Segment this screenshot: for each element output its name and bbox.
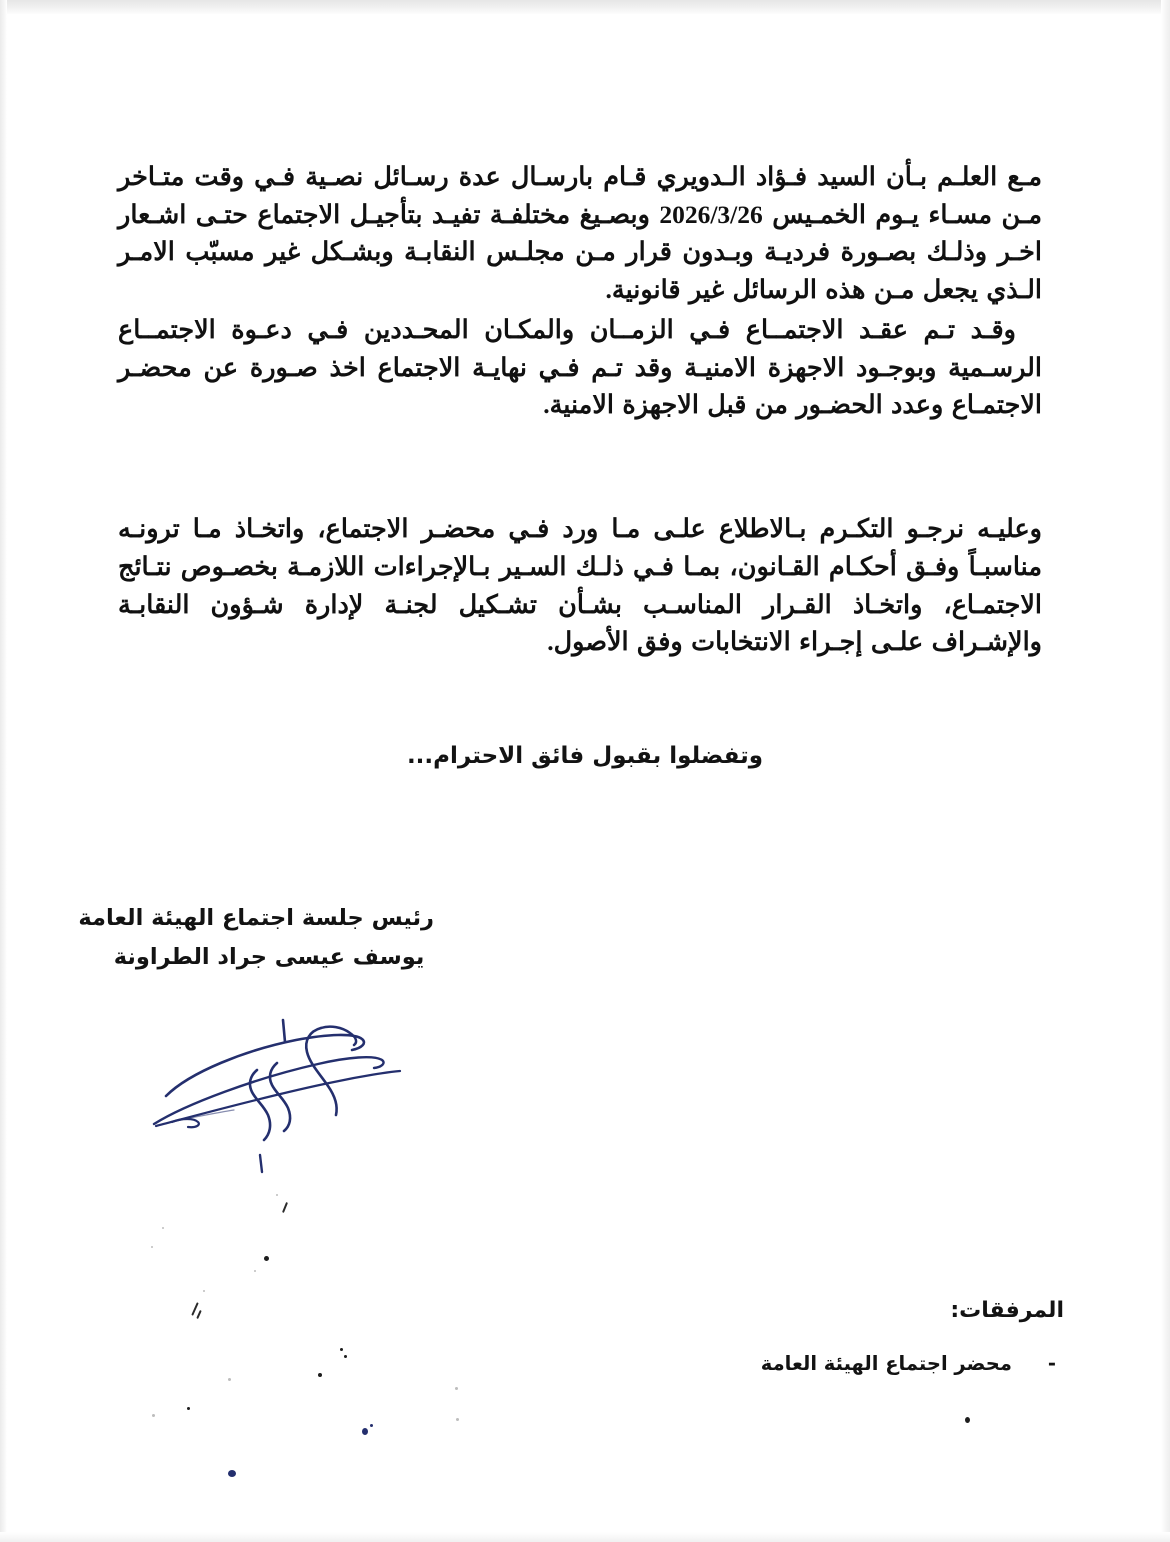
scan-speckle	[203, 1290, 205, 1292]
attachment-bullet: -	[1047, 1351, 1056, 1375]
attachments-list	[624, 1349, 1064, 1378]
scan-speckle	[455, 1387, 458, 1390]
attachments-title: المرفقات:	[950, 1298, 1064, 1323]
attachment-label: محضر اجتماع الهيئة العامة	[760, 1351, 1012, 1375]
scan-speckle	[344, 1355, 347, 1358]
scan-speckle	[362, 1428, 368, 1435]
letter-body	[118, 158, 1042, 661]
paragraph-2: وقـد تـم عقـد الاجتمــاع فـي الزمــان والمكـان المحـددين فـي دعـوة الاجتمــاع الرسـمية وبوجـود الاجهزة الامنيـة وقد تـم فـي نهايـة الاجتماع اخذ صـورة عن محضـر الاجتمـاع وعدد الحضـور من قبل الاجهزة الامنية.	[118, 314, 1042, 420]
signature-block	[78, 902, 434, 975]
paragraph-1: مـع العلـم بـأن السيد فـؤاد الـدويري قـام بارسـال عدة رسـائل نصـية فـي وقت متـاخر مـن مسـاء يـوم الخمـيس 2026/3/26 وبصـيغ مختلفـة تفيـد بتأجيـل الاجتماع حتـى اشـعار اخـر وذلـك بصـورة فرديـة وبـدون قرار مـن مجلـس النقابـة وبشـكل غير مسبّب الامـر الـذي يجعل مـن هذه الرسائل غير قانونية.	[118, 162, 1042, 305]
paragraph-3: وعليـه نرجـو التكـرم بـالاطلاع علـى مـا ورد فـي محضـر الاجتماع، واتخـاذ مـا ترونـه مناسبـاً وفـق أحكـام القـانون، بمـا فـي ذلـك السـير بـالإجراءات اللازمـة بخصـوص نتـائج الاجتمـاع، واتخـاذ القـرار المناسـب بشـأن تشـكيل لجنـة لإدارة شـؤون النقابـة والإشـراف علـى إجـراء الانتخابات وفق الأصول.	[118, 514, 1042, 657]
scan-edge-bottom	[0, 1532, 1170, 1542]
signatory-title: رئيس جلسة اجتماع الهيئة العامة	[78, 905, 434, 931]
scan-speckle	[965, 1417, 970, 1423]
paragraph-spacer	[118, 424, 1042, 510]
scan-speckle	[370, 1424, 373, 1427]
scan-streak	[191, 1302, 199, 1316]
scan-speckle	[276, 1194, 278, 1196]
scan-speckle	[340, 1348, 343, 1351]
scan-edge-right	[1161, 0, 1170, 1542]
scan-streak	[196, 1310, 201, 1319]
scan-speckle	[456, 1418, 459, 1421]
scan-speckle	[151, 1246, 153, 1248]
scan-speckle	[152, 1414, 155, 1417]
scan-edge-left	[0, 0, 7, 1542]
closing-salutation: وتفضلوا بقبول فائق الاحترام...	[406, 743, 764, 769]
scan-edge-top	[0, 0, 1170, 14]
scan-speckle	[228, 1378, 231, 1381]
scan-speckle	[318, 1373, 322, 1377]
scan-speckle	[228, 1470, 236, 1477]
scan-streak	[282, 1202, 288, 1213]
scan-speckle	[254, 1270, 256, 1272]
attachment-item	[624, 1349, 1064, 1378]
scan-speckle	[264, 1256, 269, 1261]
handwritten-signature	[138, 1000, 438, 1190]
signatory-name: يوسف عيسى جراد الطراونة	[113, 943, 425, 970]
scan-speckle	[162, 1227, 164, 1229]
attachments-section	[624, 1296, 1064, 1378]
scan-speckle	[187, 1407, 190, 1410]
